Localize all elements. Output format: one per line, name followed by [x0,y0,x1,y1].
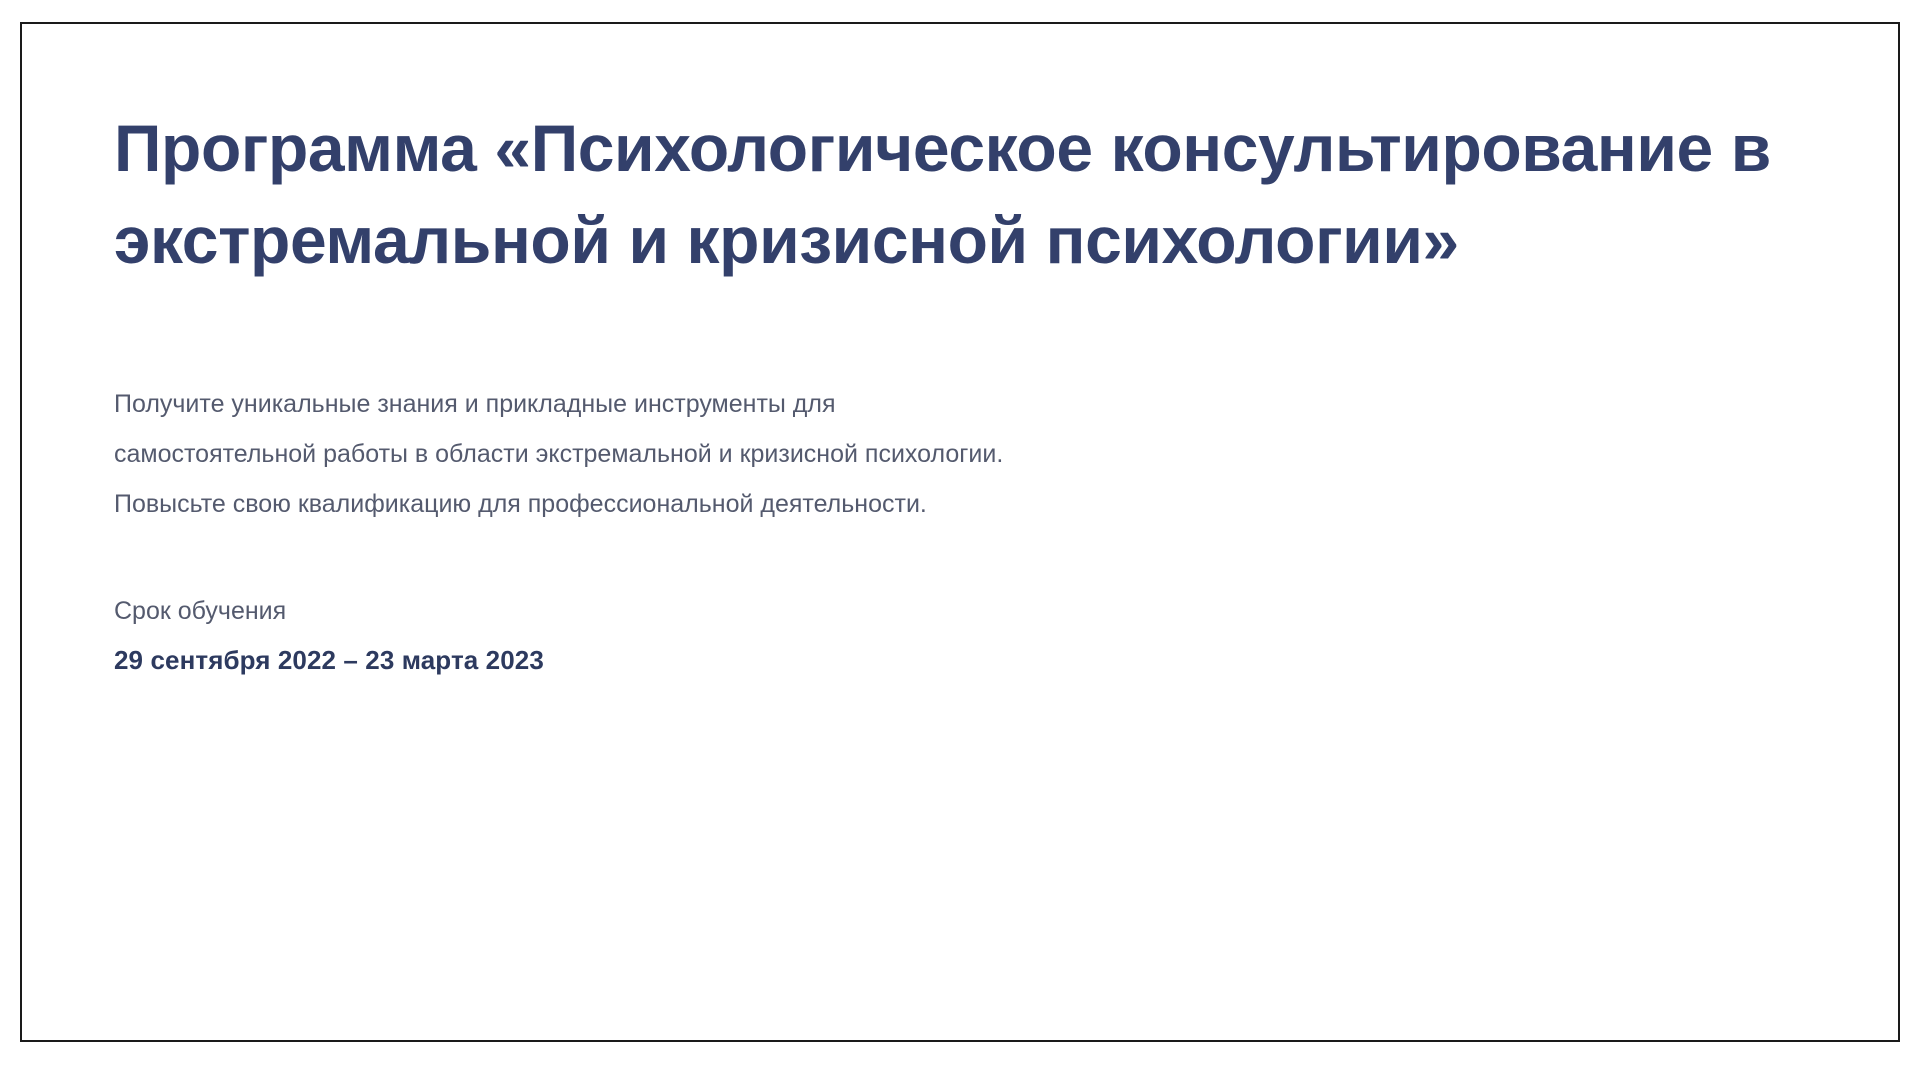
program-description [114,379,1614,529]
program-card [20,22,1900,1042]
duration-value: 29 сентября 2022 – 23 марта 2023 [114,644,544,675]
description-line-3: Повысьте свою квалификацию для профессиональной деятельности. [114,489,927,518]
duration-block [114,591,1806,676]
page-title: Программа «Психологическое консультирование в экстремальной и кризисной психологии» [114,111,1771,278]
description-line-2: самостоятельной работы в области экстремальной и кризисной психологии. [114,439,1004,468]
description-line-1: Получите уникальные знания и прикладные инструменты для [114,389,836,418]
duration-label: Срок обучения [114,596,287,625]
